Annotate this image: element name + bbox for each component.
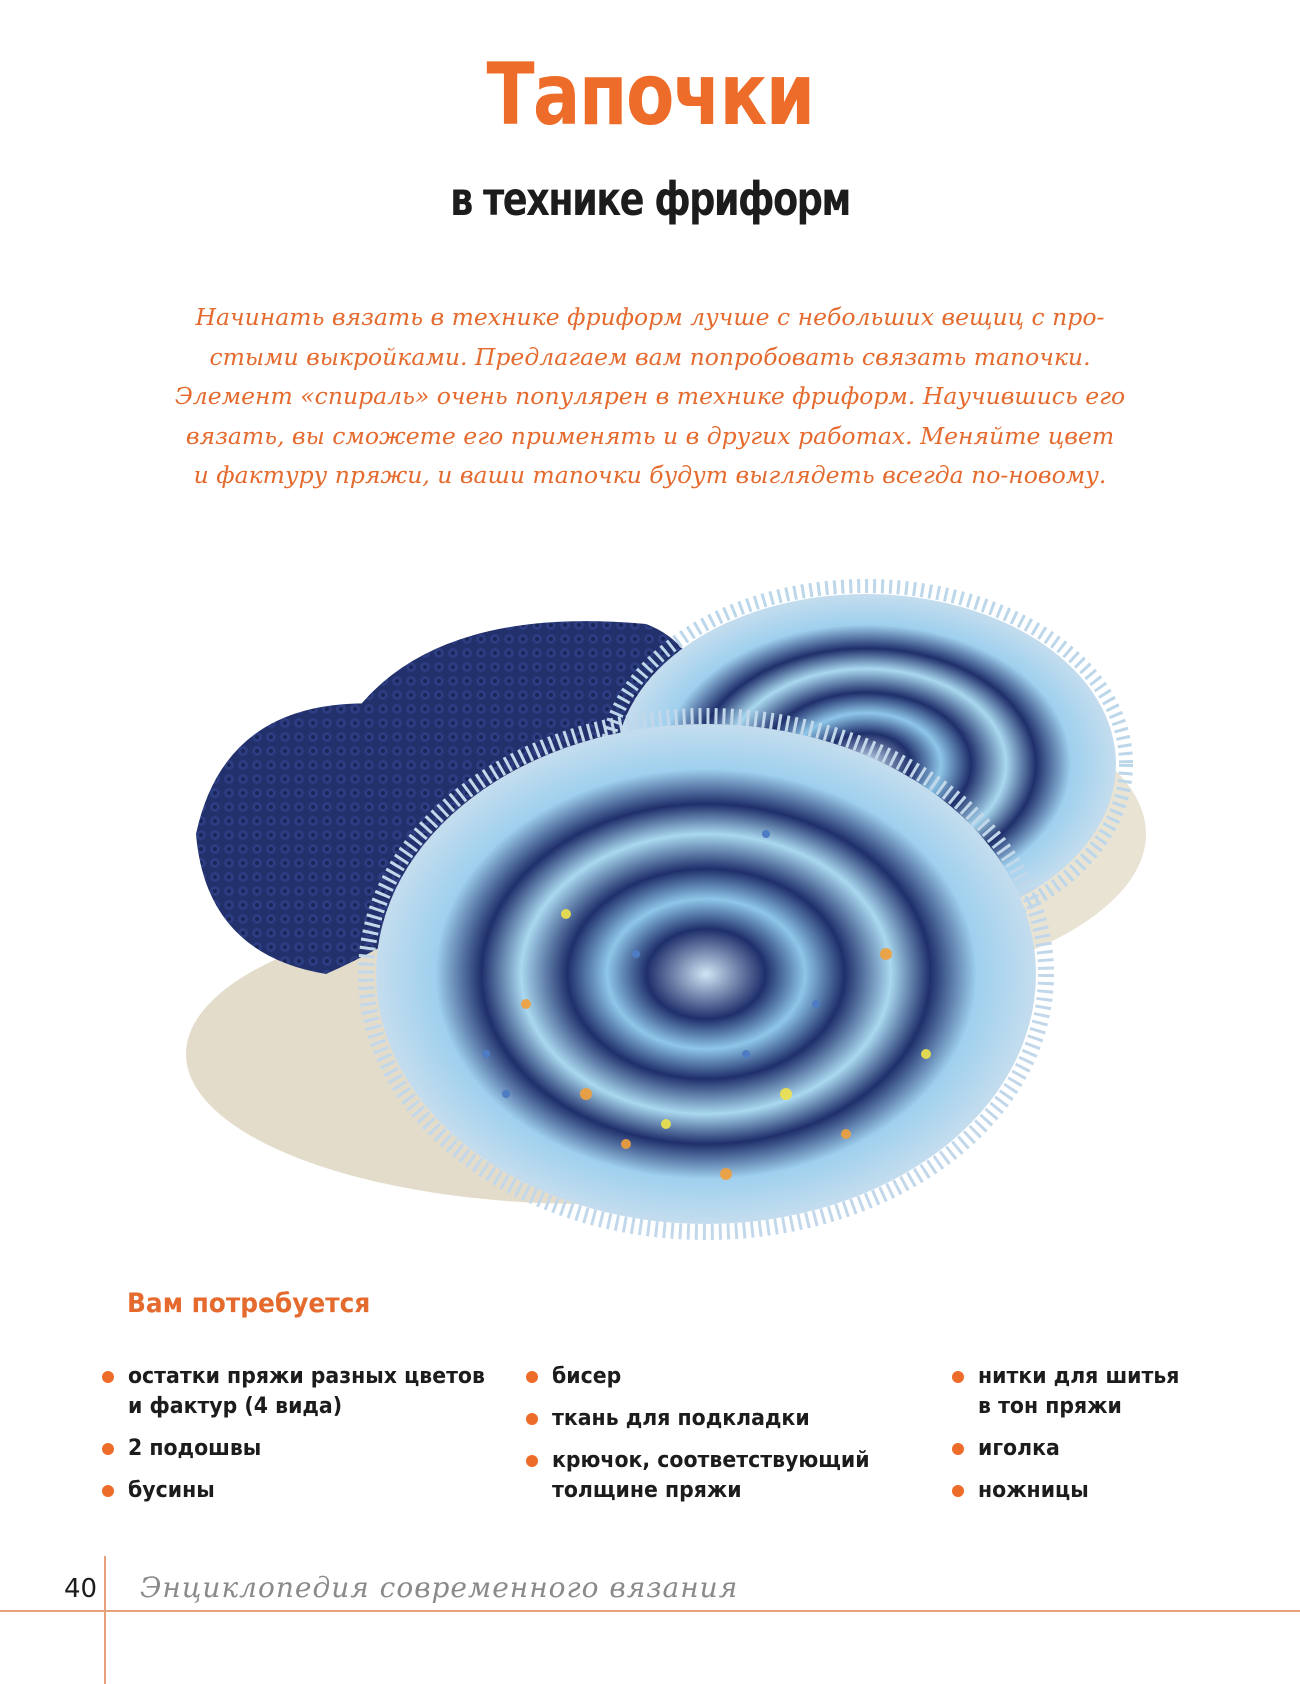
list-item-text: бусины: [128, 1478, 215, 1503]
crochet-slippers-photo: [166, 534, 1240, 1250]
bullet-icon: [102, 1485, 114, 1497]
list-item: [524, 1446, 904, 1506]
list-item-text: ножницы: [978, 1478, 1089, 1503]
list-item: [100, 1434, 480, 1464]
footer-divider: [0, 1610, 1300, 1612]
list-item: [524, 1404, 904, 1434]
materials-column: [100, 1362, 485, 1518]
page-subtitle: в технике фриформ: [450, 172, 850, 226]
page-title: Тапочки: [486, 45, 814, 145]
list-item-text: ткань для подкладки: [552, 1406, 810, 1431]
slippers-illustration: [166, 534, 1240, 1250]
list-item: [100, 1476, 480, 1506]
bullet-icon: [952, 1485, 964, 1497]
intro-line: и фактуру пряжи, и ваши тапочки будут выглядеть всегда по-новому.: [193, 461, 1107, 489]
bullet-icon: [102, 1371, 114, 1383]
list-item-text: нитки для шитья: [978, 1364, 1180, 1389]
footer-vertical-divider: [104, 1556, 106, 1684]
bullet-icon: [952, 1443, 964, 1455]
bullet-icon: [526, 1455, 538, 1467]
bullet-icon: [526, 1413, 538, 1425]
bullet-icon: [526, 1371, 538, 1383]
materials-heading: Вам потребуется: [127, 1288, 371, 1319]
list-item: [524, 1362, 904, 1392]
list-item: [950, 1362, 1300, 1422]
list-item: [950, 1476, 1300, 1506]
front-slipper: [186, 703, 1046, 1232]
intro-line: стыми выкройками. Предлагаем вам попробовать связать тапочки.: [209, 342, 1091, 371]
book-title: Энциклопедия современного вязания: [140, 1571, 739, 1604]
list-item-text: остатки пряжи разных цветов: [128, 1364, 485, 1389]
list-item: [100, 1362, 485, 1422]
intro-line: Элемент «спираль» очень популярен в технике фриформ. Научившись его: [174, 382, 1126, 410]
bullet-icon: [952, 1371, 964, 1383]
list-item-text: толщине пряжи: [552, 1478, 742, 1503]
list-item-text: в тон пряжи: [978, 1394, 1122, 1419]
bullet-icon: [102, 1443, 114, 1455]
list-item-text: 2 подошвы: [128, 1436, 262, 1461]
list-item: [950, 1434, 1300, 1464]
intro-line: Начинать вязать в технике фриформ лучше с небольших вещиц с про-: [195, 303, 1105, 331]
page-number: 40: [64, 1574, 98, 1604]
list-item-text: бисер: [552, 1364, 622, 1389]
intro-paragraph: [150, 298, 1150, 496]
list-item-text: крючок, соответствующий: [552, 1448, 870, 1473]
intro-line: вязать, вы сможете его применять и в других работах. Меняйте цвет: [185, 421, 1115, 450]
materials-column: [950, 1362, 1300, 1518]
list-item-text: иголка: [978, 1436, 1060, 1461]
list-item-text: и фактур (4 вида): [128, 1394, 343, 1419]
materials-column: [524, 1362, 904, 1518]
